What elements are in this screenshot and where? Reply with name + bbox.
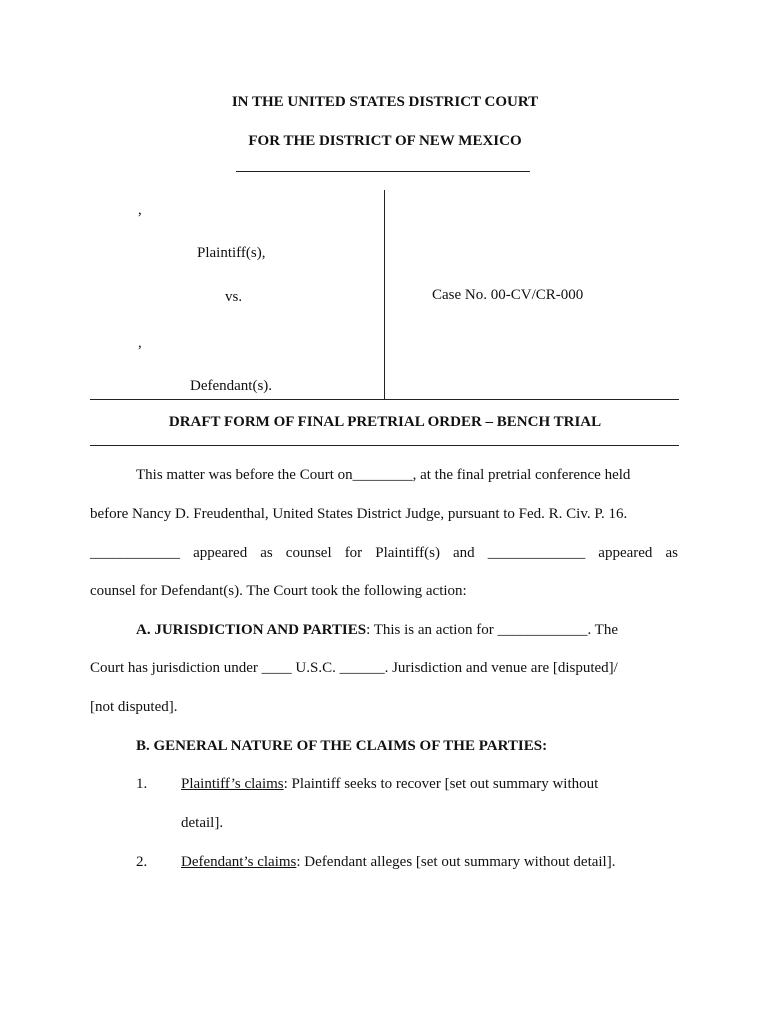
plaintiff-label: Plaintiff(s), [197, 245, 266, 261]
intro-line-2: before Nancy D. Freudenthal, United States District Judge, pursuant to Fed. R. Civ. P. 16. [90, 506, 628, 522]
section-b-heading: B. GENERAL NATURE OF THE CLAIMS OF THE PARTIES: [136, 738, 548, 754]
title-bottom-rule [90, 445, 679, 446]
claim-1-line-1 [181, 776, 598, 793]
claim-2-text: : Defendant alleges [set out summary without detail]. [296, 854, 616, 870]
section-a-line-3: [not disputed]. [90, 699, 178, 715]
claim-1-label: Plaintiff’s claims [181, 776, 284, 792]
court-name: IN THE UNITED STATES DISTRICT COURT [231, 94, 539, 110]
caption-divider [384, 190, 385, 399]
court-district: FOR THE DISTRICT OF NEW MEXICO [248, 133, 522, 149]
defendant-name-blank: , [138, 335, 142, 351]
intro-line-3: ____________ appeared as counsel for Plaintiff(s) and _____________ appeared as [90, 545, 678, 561]
claim-2-label: Defendant’s claims [181, 854, 297, 870]
section-a-text: : This is an action for ____________. The [366, 622, 618, 638]
caption-bottom-rule [90, 399, 679, 400]
defendant-label: Defendant(s). [190, 378, 273, 394]
claim-2-line-1 [181, 854, 615, 871]
claim-2-number: 2. [136, 854, 148, 870]
claim-1-line-2: detail]. [181, 815, 224, 831]
intro-line-1: This matter was before the Court on________, at the final pretrial conference held [136, 467, 631, 483]
section-a-line-2: Court has jurisdiction under ____ U.S.C. ______. Jurisdiction and venue are [disputed]/ [90, 660, 618, 676]
plaintiff-name-blank: , [138, 202, 142, 218]
form-title: DRAFT FORM OF FINAL PRETRIAL ORDER – BENCH TRIAL [168, 414, 602, 430]
section-a-heading: A. JURISDICTION AND PARTIES [136, 622, 367, 638]
claim-1-number: 1. [136, 776, 148, 792]
case-number: Case No. 00-CV/CR-000 [432, 287, 584, 303]
claim-1-text: : Plaintiff seeks to recover [set out summary without [283, 776, 599, 792]
header-rule [236, 171, 530, 172]
versus-label: vs. [225, 289, 243, 305]
intro-line-4: counsel for Defendant(s). The Court took the following action: [90, 583, 467, 599]
section-a-line-1 [136, 622, 618, 639]
